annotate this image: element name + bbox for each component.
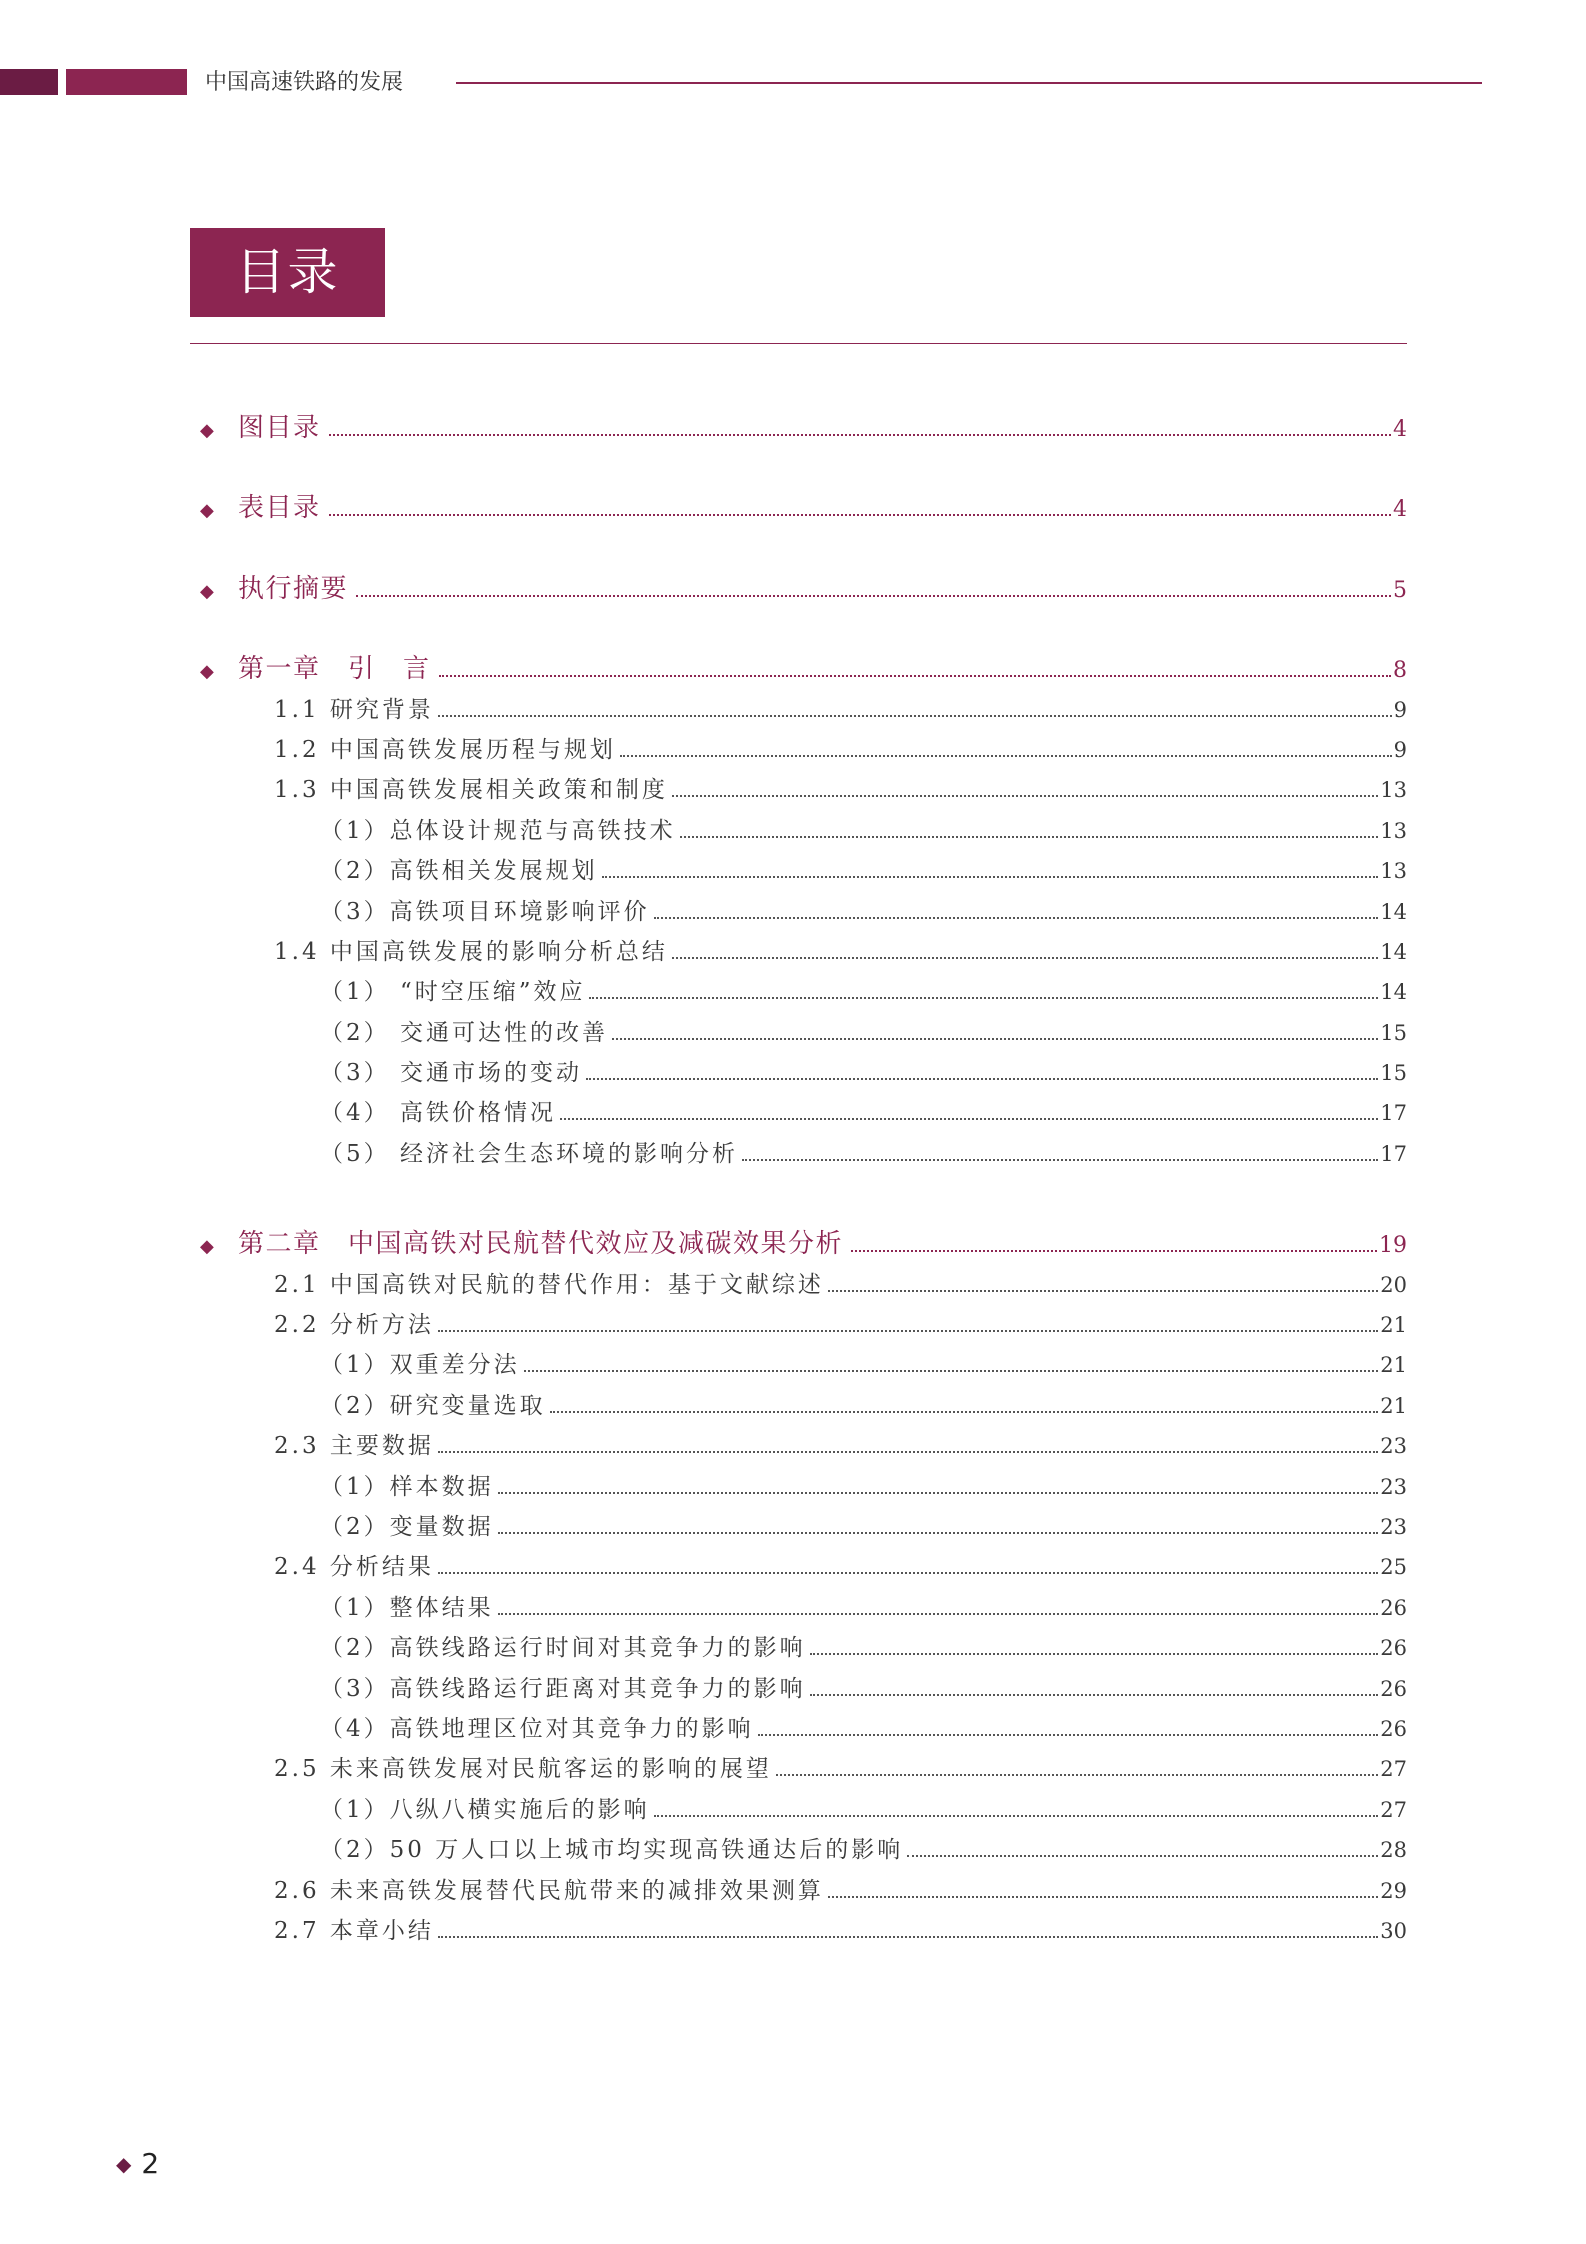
dot-leader: [550, 1411, 1379, 1413]
toc-title: 2.1 中国高铁对民航的替代作用：基于文献综述: [274, 1271, 824, 1298]
toc-page-number: 21: [1380, 1393, 1407, 1418]
header-rule: [456, 82, 1482, 84]
toc-title: 1.4 中国高铁发展的影响分析总结: [274, 938, 668, 965]
toc-section: [0, 1305, 1407, 1345]
toc-section: [0, 932, 1407, 972]
toc-page-number: 4: [1393, 497, 1407, 523]
toc-entry: [0, 569, 1407, 609]
dot-leader: [438, 1330, 1378, 1332]
dot-leader: [907, 1855, 1378, 1857]
toc-page-number: 26: [1380, 1636, 1407, 1661]
toc-title: 1.2 中国高铁发展历程与规划: [274, 736, 616, 763]
toc-heading: 目录: [190, 228, 385, 317]
running-header-title: 中国高速铁路的发展: [205, 70, 404, 95]
toc-title: 2.7 本章小结: [274, 1917, 434, 1944]
dot-leader: [672, 957, 1378, 959]
diamond-icon: ◆: [116, 2152, 132, 2176]
toc-title: 2.5 未来高铁发展对民航客运的影响的展望: [274, 1756, 772, 1783]
toc-page-number: 25: [1380, 1555, 1407, 1580]
toc-page-number: 23: [1380, 1514, 1407, 1539]
toc-page-number: 26: [1380, 1676, 1407, 1701]
toc-page-number: 17: [1380, 1141, 1407, 1166]
diamond-bullet-icon: ◆: [200, 1236, 214, 1258]
dot-leader: [329, 514, 1391, 516]
toc-entry: [0, 408, 1407, 448]
dot-leader: [560, 1118, 1378, 1120]
toc-page-number: 9: [1393, 697, 1407, 722]
toc-title: 第一章 引 言: [238, 654, 431, 685]
dot-leader: [654, 1815, 1379, 1817]
toc-subsection: [0, 1093, 1407, 1133]
dot-leader: [329, 434, 1391, 436]
toc-subsection: [0, 1507, 1407, 1547]
toc-subsection: [0, 1467, 1407, 1507]
header-accent-bar: [66, 69, 187, 95]
dot-leader: [758, 1734, 1379, 1736]
toc-subsection: [0, 1013, 1407, 1053]
dot-leader: [438, 1451, 1378, 1453]
toc-page-number: 28: [1380, 1838, 1407, 1863]
toc-page-number: 14: [1380, 899, 1407, 924]
diamond-bullet-icon: ◆: [200, 661, 214, 683]
dot-leader: [438, 1936, 1378, 1938]
toc-title: 2.2 分析方法: [274, 1312, 434, 1339]
dot-leader: [810, 1653, 1379, 1655]
toc-title: 1.1 研究背景: [274, 696, 434, 723]
toc-page-number: 17: [1380, 1101, 1407, 1126]
toc-title: （2）研究变量选取: [320, 1392, 546, 1419]
table-of-contents: [0, 408, 1407, 1951]
toc-page-number: 14: [1380, 939, 1407, 964]
toc-page-number: 26: [1380, 1716, 1407, 1741]
dot-leader: [498, 1532, 1379, 1534]
dot-leader: [810, 1694, 1379, 1696]
toc-subsection: [0, 1588, 1407, 1628]
dot-leader: [589, 997, 1378, 999]
toc-subsection: [0, 1345, 1407, 1385]
toc-title: （3）高铁项目环境影响评价: [320, 898, 650, 925]
toc-subsection: [0, 892, 1407, 932]
toc-page-number: 29: [1380, 1878, 1407, 1903]
toc-subsection: [0, 1134, 1407, 1174]
toc-page-number: 27: [1380, 1797, 1407, 1822]
toc-title: （1）整体结果: [320, 1594, 494, 1621]
dot-leader: [851, 1250, 1377, 1252]
dot-leader: [672, 795, 1378, 797]
toc-page-number: 27: [1380, 1757, 1407, 1782]
toc-page-number: 9: [1393, 737, 1407, 762]
heading-rule: [190, 343, 1407, 344]
toc-title: 执行摘要: [238, 573, 349, 604]
toc-title: 2.3 主要数据: [274, 1433, 434, 1460]
toc-page-number: 20: [1380, 1272, 1407, 1297]
toc-section: [0, 1547, 1407, 1587]
dot-leader: [356, 595, 1391, 597]
dot-leader: [620, 755, 1392, 757]
toc-title: （2）50 万人口以上城市均实现高铁通达后的影响: [320, 1837, 904, 1864]
toc-page-number: 19: [1379, 1233, 1407, 1259]
toc-section: [0, 770, 1407, 810]
toc-title: （4） 高铁价格情况: [320, 1100, 556, 1127]
toc-title: （1）样本数据: [320, 1473, 494, 1500]
dot-leader: [524, 1370, 1379, 1372]
toc-title: （3）高铁线路运行距离对其竞争力的影响: [320, 1675, 806, 1702]
toc-page-number: 5: [1393, 577, 1407, 603]
dot-leader: [602, 876, 1379, 878]
dot-leader: [612, 1038, 1378, 1040]
toc-page-number: 13: [1380, 818, 1407, 843]
toc-page-number: 23: [1380, 1474, 1407, 1499]
toc-section: [0, 1749, 1407, 1789]
toc-subsection: [0, 851, 1407, 891]
toc-section: [0, 690, 1407, 730]
dot-leader: [438, 715, 1392, 717]
dot-leader: [438, 1572, 1378, 1574]
toc-section: [0, 730, 1407, 770]
toc-subsection: [0, 1790, 1407, 1830]
toc-page-number: 21: [1380, 1353, 1407, 1378]
toc-section: [0, 1426, 1407, 1466]
toc-page-number: 23: [1380, 1434, 1407, 1459]
toc-title: （1）双重差分法: [320, 1352, 520, 1379]
toc-entry: [0, 649, 1407, 689]
toc-subsection: [0, 1628, 1407, 1668]
header-accent-bar-dark: [0, 69, 58, 95]
toc-title: （1）八纵八横实施后的影响: [320, 1796, 650, 1823]
toc-title: （2）高铁线路运行时间对其竞争力的影响: [320, 1635, 806, 1662]
toc-page-number: 13: [1380, 778, 1407, 803]
toc-page-number: 4: [1393, 417, 1407, 442]
toc-subsection: [0, 1386, 1407, 1426]
toc-subsection: [0, 1709, 1407, 1749]
toc-title: （2）高铁相关发展规划: [320, 858, 598, 885]
toc-title: （1） “时空压缩”效应: [320, 979, 586, 1006]
toc-subsection: [0, 1669, 1407, 1709]
toc-page-number: 14: [1380, 980, 1407, 1005]
diamond-bullet-icon: ◆: [200, 580, 214, 602]
toc-title: （3） 交通市场的变动: [320, 1060, 582, 1087]
toc-title: 2.6 未来高铁发展替代民航带来的减排效果测算: [274, 1877, 824, 1904]
toc-subsection: [0, 1830, 1407, 1870]
dot-leader: [654, 917, 1379, 919]
toc-title: （5） 经济社会生态环境的影响分析: [320, 1140, 738, 1167]
toc-entry: [0, 488, 1407, 528]
toc-subsection: [0, 1053, 1407, 1093]
toc-title: 表目录: [238, 493, 321, 524]
toc-section: [0, 1871, 1407, 1911]
toc-page-number: 13: [1380, 859, 1407, 884]
toc-section: [0, 1265, 1407, 1305]
dot-leader: [498, 1613, 1379, 1615]
toc-title: （1）总体设计规范与高铁技术: [320, 817, 676, 844]
toc-entry: [0, 1224, 1407, 1264]
toc-title: （2） 交通可达性的改善: [320, 1019, 608, 1046]
toc-page-number: 26: [1380, 1595, 1407, 1620]
dot-leader: [498, 1492, 1379, 1494]
dot-leader: [742, 1159, 1378, 1161]
dot-leader: [828, 1290, 1378, 1292]
toc-subsection: [0, 811, 1407, 851]
toc-title: 第二章 中国高铁对民航替代效应及减碳效果分析: [238, 1229, 844, 1260]
toc-page-number: 21: [1380, 1313, 1407, 1338]
dot-leader: [586, 1078, 1378, 1080]
toc-page-number: 8: [1393, 658, 1407, 684]
dot-leader: [680, 836, 1379, 838]
toc-page-number: 15: [1380, 1020, 1407, 1045]
page-footer: [116, 2146, 159, 2182]
dot-leader: [776, 1774, 1378, 1776]
toc-title: （2）变量数据: [320, 1513, 494, 1540]
toc-subsection: [0, 972, 1407, 1012]
diamond-bullet-icon: ◆: [200, 500, 214, 522]
toc-title: 1.3 中国高铁发展相关政策和制度: [274, 777, 668, 804]
toc-page-number: 15: [1380, 1061, 1407, 1086]
toc-page-number: 30: [1380, 1918, 1407, 1943]
page-number: 2: [141, 2147, 160, 2180]
dot-leader: [439, 675, 1391, 677]
toc-section: [0, 1911, 1407, 1951]
toc-title: 图目录: [238, 413, 321, 443]
toc-title: 2.4 分析结果: [274, 1554, 434, 1581]
dot-leader: [828, 1896, 1378, 1898]
diamond-bullet-icon: ◆: [200, 420, 214, 441]
toc-title: （4）高铁地理区位对其竞争力的影响: [320, 1715, 754, 1742]
